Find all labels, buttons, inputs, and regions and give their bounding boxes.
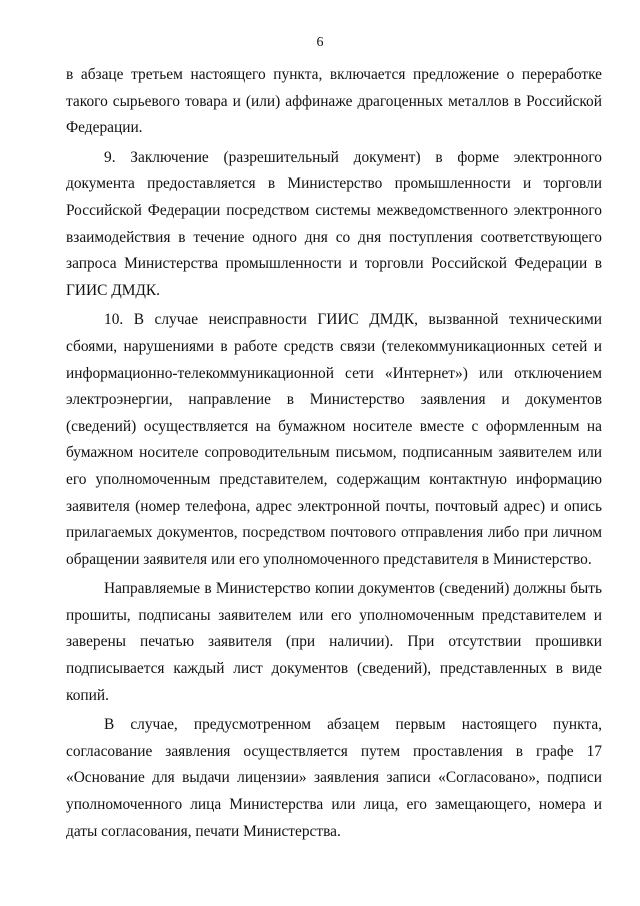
page-number: 6: [316, 35, 324, 50]
paragraph-item-9: 9. Заключение (разрешительный документ) в форме электронного документа предоставляется в Министерство промышленности и торговли Российской Федерации посредством системы межведомственного электронного взаимодействия в течение одного дня со дня поступления соответствующего запроса Министерства промышленности и торговли Российской Федерации в ГИИС ДМДК.: [66, 148, 602, 299]
paragraph-continuation: в абзаце третьем настоящего пункта, включается предложение о переработке такого сырьевого товара и (или) аффинаже драгоценных металлов в Российской Федерации.: [66, 66, 602, 137]
document-body: [66, 62, 602, 845]
paragraph-approval-procedure: В случае, предусмотренном абзацем первым настоящего пункта, согласование заявления осуществляется путем проставления в графе 17 «Основание для выдачи лицензии» заявления записи «Согласовано», подписи уполномоченного лица Министерства или лица, его замещающего, номера и даты согласования, печати Министерства.: [66, 716, 602, 840]
paragraph-copies-requirements: Направляемые в Министерство копии документов (сведений) должны быть прошиты, подписаны заявителем или его уполномоченным представителем и заверены печатью заявителя (при наличии). При отсутствии прошивки подписывается каждый лист документов (сведений), представленных в виде копий.: [66, 580, 602, 704]
paragraph-item-10: 10. В случае неисправности ГИИС ДМДК, вызванной техническими сбоями, нарушениями в работе средств связи (телекоммуникационных сетей и информационно-телекоммуникационной сети «Интернет») или отключением электроэнергии, направление в Министерство заявления и документов (сведений) осуществляется на бумажном носителе вместе с оформленным на бумажном носителе сопроводительным письмом, подписанным заявителем или его уполномоченным представителем, содержащим контактную информацию заявителя (номер телефона, адрес электронной почты, почтовый адрес) и опись прилагаемых документов, посредством почтового отправления либо при личном обращении заявителя или его уполномоченного представителя в Министерство.: [66, 311, 602, 568]
